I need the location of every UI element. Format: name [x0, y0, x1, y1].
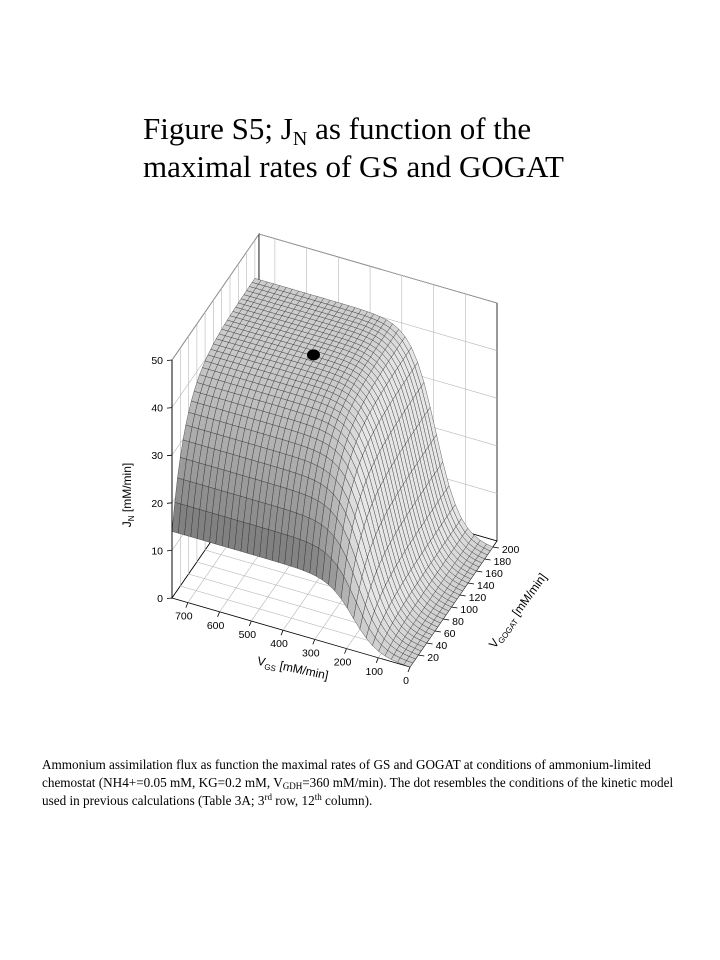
- x-tick-label: 600: [206, 619, 225, 632]
- z-tick-mark: [167, 455, 172, 456]
- x-tick-label: 500: [238, 629, 257, 641]
- y-tick-label: 100: [460, 604, 478, 616]
- x-tick-label: 100: [365, 665, 384, 678]
- x-tick-mark: [408, 667, 410, 672]
- y-tick-mark: [476, 571, 482, 572]
- caption-sub-gdh: GDH: [282, 781, 303, 791]
- x-axis-label: $V_{GS}$ [mM/min]: [256, 653, 330, 683]
- x-tick-label: 400: [270, 638, 288, 651]
- x-tick-mark: [313, 639, 315, 644]
- caption-part4: column).: [321, 793, 373, 808]
- z-tick-mark: [167, 360, 172, 361]
- caption-sup-rd: rd: [264, 792, 272, 802]
- y-tick-label: 120: [468, 592, 487, 604]
- z-tick-label: 0: [157, 593, 163, 605]
- y-tick-mark: [451, 607, 457, 608]
- caption-part2: =360 mM/min). The dot resembles the conditions of the kinetic model used in previous calculations (Table 3A; 3: [42, 775, 674, 808]
- y-tick-mark: [443, 619, 449, 620]
- y-tick-mark: [460, 595, 466, 596]
- z-tick-mark: [167, 503, 172, 504]
- z-tick-label: 10: [151, 545, 163, 558]
- x-tick-label: 200: [333, 656, 352, 669]
- y-tick-label: 60: [443, 628, 456, 640]
- caption-part1: Ammonium assimilation flux as function the maximal rates of GS and GOGAT at conditions of ammonium-limited chemostat (NH4+=0.05 mM, KG=0.2 mM, V: [42, 757, 651, 790]
- caption-sup-th: th: [314, 792, 322, 802]
- title-subscript: N: [292, 128, 308, 150]
- y-axis-label: $V_{GOGAT}$ [mM/min]: [485, 570, 550, 651]
- model-dot: [307, 349, 320, 360]
- title-line2: maximal rates of GS and GOGAT: [143, 149, 564, 184]
- y-tick-mark: [435, 631, 441, 632]
- z-tick-label: 40: [151, 402, 163, 415]
- y-tick-label: 200: [501, 544, 520, 556]
- y-tick-label: 160: [485, 568, 503, 580]
- y-tick-mark: [485, 559, 491, 560]
- title-line1-rest: as function of the: [307, 111, 532, 146]
- x-tick-label: 700: [175, 610, 193, 623]
- y-tick-mark: [493, 547, 499, 548]
- figure-caption: [42, 756, 682, 810]
- x-tick-mark: [186, 603, 188, 608]
- y-tick-label: 40: [435, 640, 448, 652]
- y-tick-label: 140: [477, 580, 495, 592]
- y-tick-mark: [468, 583, 474, 584]
- z-axis-label: $J_N$ [mM/min]: [120, 462, 136, 528]
- z-tick-mark: [167, 598, 172, 599]
- z-tick-mark: [167, 550, 172, 551]
- title-prefix: Figure S5; J: [143, 111, 293, 146]
- y-tick-label: 20: [427, 652, 439, 664]
- x-tick-mark: [249, 621, 251, 626]
- y-tick-mark: [418, 655, 424, 656]
- z-tick-label: 20: [151, 497, 163, 510]
- x-tick-label: 300: [302, 647, 320, 660]
- y-tick-mark: [427, 643, 433, 644]
- y-tick-label: 80: [452, 616, 464, 628]
- x-tick-mark: [376, 658, 378, 663]
- x-tick-mark: [281, 630, 283, 635]
- caption-part3: row, 12: [271, 793, 315, 808]
- z-tick-label: 30: [151, 450, 163, 463]
- y-tick-label: 180: [493, 556, 512, 568]
- x-tick-mark: [345, 649, 347, 654]
- x-tick-mark: [218, 612, 220, 617]
- z-tick-label: 50: [151, 355, 163, 367]
- z-tick-mark: [167, 408, 172, 409]
- x-tick-label: 0: [403, 675, 409, 687]
